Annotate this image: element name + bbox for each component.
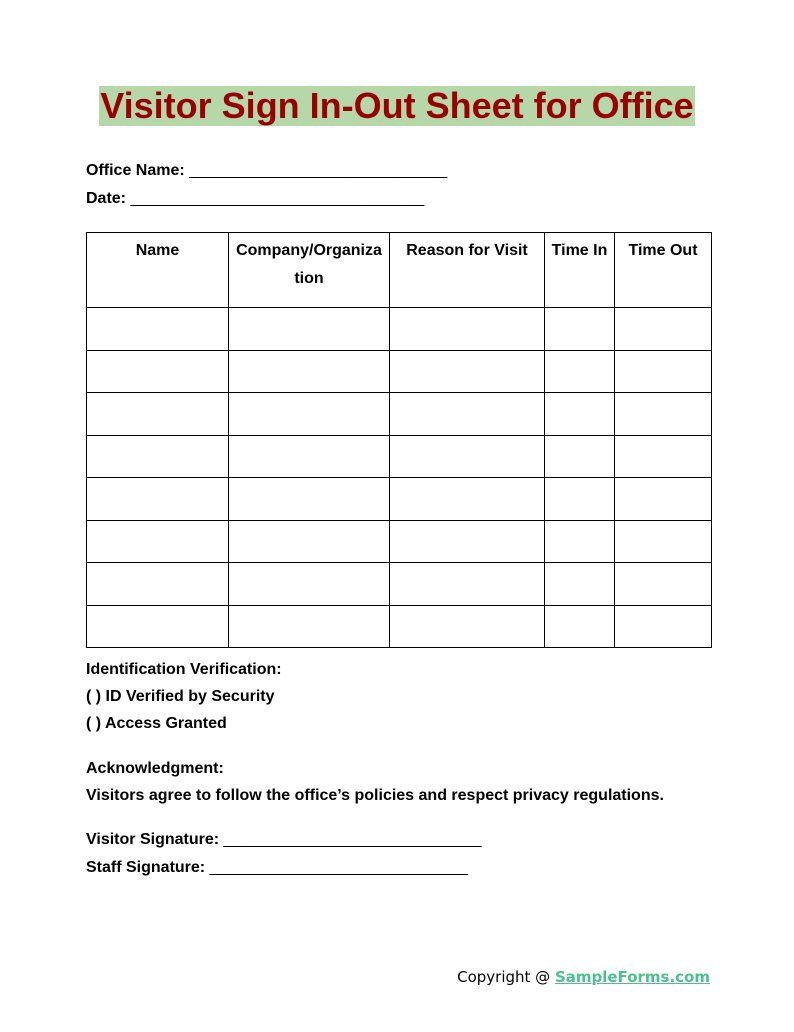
table-cell[interactable] <box>615 393 712 436</box>
visitor-signature-blank[interactable]: _____________________________ <box>223 831 482 848</box>
visitor-log-table <box>86 232 712 648</box>
table-row <box>87 393 712 436</box>
copyright-text: Copyright @ <box>457 968 551 986</box>
staff-signature-field <box>86 858 468 878</box>
table-cell[interactable] <box>390 393 545 436</box>
table-cell[interactable] <box>390 435 545 478</box>
header-time-in: Time In <box>545 233 615 308</box>
date-blank[interactable]: _________________________________ <box>130 190 425 207</box>
table-cell[interactable] <box>545 308 615 351</box>
date-field <box>86 189 424 209</box>
staff-signature-blank[interactable]: _____________________________ <box>209 859 468 876</box>
acknowledgment-text: Visitors agree to follow the office’s policies and respect privacy regulations. <box>86 787 664 804</box>
table-header-row <box>87 233 712 308</box>
table-cell[interactable] <box>87 435 229 478</box>
table-cell[interactable] <box>229 605 390 648</box>
office-name-field <box>86 161 447 181</box>
id-verified-option[interactable]: ( ) ID Verified by Security <box>86 688 275 705</box>
acknowledgment-heading: Acknowledgment: <box>86 760 224 777</box>
table-cell[interactable] <box>390 350 545 393</box>
table-cell[interactable] <box>545 350 615 393</box>
table-cell[interactable] <box>87 350 229 393</box>
table-cell[interactable] <box>87 605 229 648</box>
table-cell[interactable] <box>229 350 390 393</box>
table-cell[interactable] <box>390 520 545 563</box>
table-cell[interactable] <box>545 478 615 521</box>
table-row <box>87 435 712 478</box>
table-cell[interactable] <box>615 605 712 648</box>
table-cell[interactable] <box>615 308 712 351</box>
acknowledgment-section <box>86 755 664 809</box>
table-cell[interactable] <box>615 350 712 393</box>
table-cell[interactable] <box>87 478 229 521</box>
title-area <box>0 86 794 126</box>
table-body <box>87 308 712 648</box>
identification-heading: Identification Verification: <box>86 661 282 678</box>
table-cell[interactable] <box>229 563 390 606</box>
header-name: Name <box>87 233 229 308</box>
brand-link[interactable]: SampleForms.com <box>554 968 710 986</box>
table-cell[interactable] <box>615 520 712 563</box>
header-reason: Reason for Visit <box>390 233 545 308</box>
table-cell[interactable] <box>229 393 390 436</box>
header-time-out: Time Out <box>615 233 712 308</box>
visitor-signature-label: Visitor Signature: <box>86 831 220 848</box>
table-cell[interactable] <box>615 478 712 521</box>
table-cell[interactable] <box>87 393 229 436</box>
table-row <box>87 308 712 351</box>
page-title: Visitor Sign In-Out Sheet for Office <box>100 85 694 126</box>
table-row <box>87 520 712 563</box>
table-cell[interactable] <box>87 563 229 606</box>
table-cell[interactable] <box>615 435 712 478</box>
table-cell[interactable] <box>87 308 229 351</box>
table-row <box>87 563 712 606</box>
identification-section <box>86 656 282 737</box>
table-cell[interactable] <box>390 308 545 351</box>
office-name-label: Office Name: <box>86 162 185 179</box>
date-label: Date: <box>86 190 127 207</box>
table-row <box>87 478 712 521</box>
table-cell[interactable] <box>229 435 390 478</box>
table-cell[interactable] <box>229 520 390 563</box>
table-cell[interactable] <box>545 605 615 648</box>
table-cell[interactable] <box>545 435 615 478</box>
table-cell[interactable] <box>390 478 545 521</box>
table-cell[interactable] <box>229 478 390 521</box>
table-cell[interactable] <box>87 520 229 563</box>
table-cell[interactable] <box>545 393 615 436</box>
table-cell[interactable] <box>229 308 390 351</box>
table-row <box>87 605 712 648</box>
office-name-blank[interactable]: _____________________________ <box>189 162 448 179</box>
header-company: Company/Organization <box>229 233 390 308</box>
table-row <box>87 350 712 393</box>
access-granted-option[interactable]: ( ) Access Granted <box>86 715 227 732</box>
visitor-signature-field <box>86 830 482 850</box>
staff-signature-label: Staff Signature: <box>86 859 206 876</box>
footer-copyright <box>457 966 710 988</box>
table-cell[interactable] <box>390 563 545 606</box>
table-cell[interactable] <box>545 563 615 606</box>
table-cell[interactable] <box>615 563 712 606</box>
table-cell[interactable] <box>545 520 615 563</box>
table-cell[interactable] <box>390 605 545 648</box>
